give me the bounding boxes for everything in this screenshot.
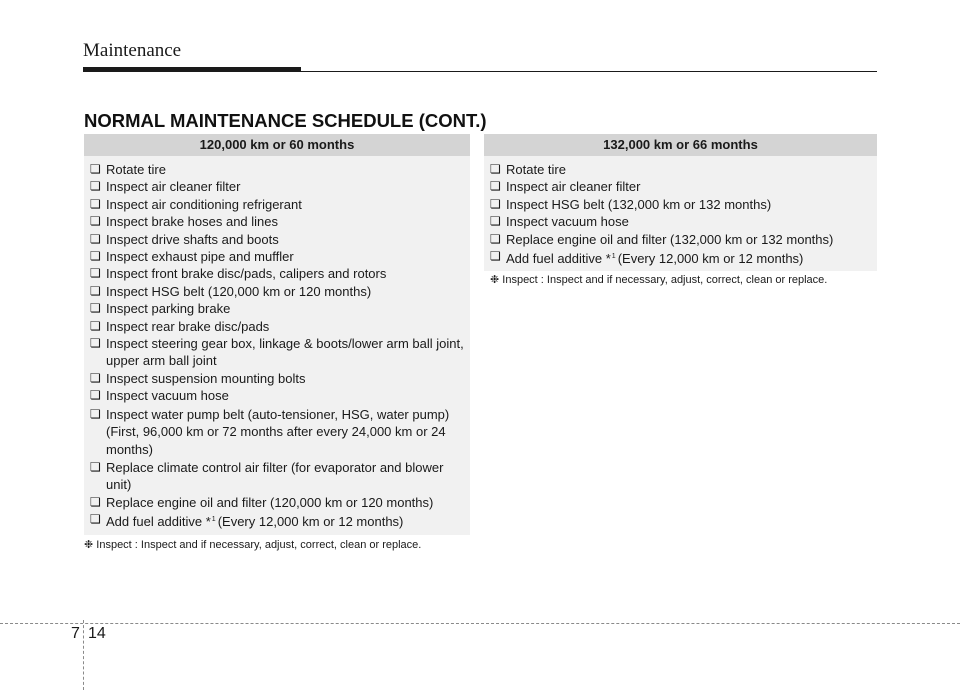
page-heading: NORMAL MAINTENANCE SCHEDULE (CONT.) <box>84 110 487 131</box>
task-label: Inspect brake hoses and lines <box>106 214 278 230</box>
task-item <box>90 335 464 370</box>
task-label: Inspect vacuum hose <box>106 388 229 404</box>
checkbox-icon: ❏ <box>90 249 101 264</box>
task-item <box>90 494 464 511</box>
checkbox-icon: ❏ <box>490 249 501 264</box>
task-item <box>90 178 464 195</box>
task-item <box>90 387 464 404</box>
table-header: 120,000 km or 60 months <box>84 134 470 156</box>
task-detail: (Every 12,000 km or 12 months) <box>617 251 804 267</box>
task-item <box>490 178 871 195</box>
task-item <box>90 248 464 265</box>
task-label: Inspect air cleaner filter <box>506 179 641 195</box>
task-label: Inspect exhaust pipe and muffler <box>106 249 294 265</box>
task-item <box>90 196 464 213</box>
task-item <box>90 300 464 317</box>
task-label: Inspect vacuum hose <box>506 214 629 230</box>
task-label: Inspect rear brake disc/pads <box>106 318 270 334</box>
task-item-fuel-additive <box>490 248 871 267</box>
header-rule-accent <box>83 67 301 72</box>
footnote-ref: 1 <box>611 253 616 261</box>
task-label: Inspect air cleaner filter <box>106 179 241 195</box>
task-item <box>90 265 464 282</box>
task-label: Inspect drive shafts and boots <box>106 231 279 247</box>
checkbox-icon: ❏ <box>90 179 101 194</box>
page-number: 14 <box>88 625 106 642</box>
task-label: Inspect parking brake <box>106 301 231 317</box>
task-item <box>90 213 464 230</box>
task-label: Rotate tire <box>106 162 166 177</box>
task-label: Inspect steering gear box, linkage & boots/lower arm ball joint, upper arm ball joint <box>106 336 464 369</box>
inspect-note: ❉ Inspect : Inspect and if necessary, adjust, correct, clean or replace. <box>84 539 422 551</box>
chapter-number: 7 <box>71 625 80 642</box>
task-label: Inspect suspension mounting bolts <box>106 370 306 386</box>
task-label: Add fuel additive * <box>506 251 611 267</box>
checkbox-icon: ❏ <box>90 162 101 176</box>
checkbox-icon: ❏ <box>90 388 101 403</box>
checkbox-icon: ❏ <box>90 459 101 474</box>
checkbox-icon: ❏ <box>90 283 101 298</box>
checkbox-icon: ❏ <box>490 179 501 194</box>
footnote-ref: 1 <box>211 516 216 524</box>
checkbox-icon: ❏ <box>90 406 101 421</box>
checkbox-icon: ❏ <box>90 214 101 229</box>
task-label: Inspect HSG belt (120,000 km or 120 months) <box>106 283 372 299</box>
task-detail: (Every 12,000 km or 12 months) <box>217 514 404 530</box>
task-label: Inspect front brake disc/pads, calipers and rotors <box>106 266 387 282</box>
task-label: Inspect air conditioning refrigerant <box>106 196 302 212</box>
checkbox-icon: ❏ <box>90 301 101 316</box>
footer-rule <box>0 623 960 624</box>
checkbox-icon: ❏ <box>90 231 101 246</box>
task-item-fuel-additive <box>90 511 464 530</box>
task-item <box>90 406 464 458</box>
section-title: Maintenance <box>83 40 182 61</box>
task-label: Rotate tire <box>506 162 566 177</box>
checkbox-icon: ❏ <box>90 336 101 351</box>
task-label: Replace engine oil and filter (120,000 km or 120 months) <box>106 494 434 510</box>
task-item <box>90 283 464 300</box>
task-item <box>490 231 871 248</box>
task-item <box>90 161 464 178</box>
checkbox-icon: ❏ <box>490 231 501 246</box>
checkbox-icon: ❏ <box>90 370 101 385</box>
footer-divider <box>83 620 84 690</box>
task-item <box>490 161 871 178</box>
checkbox-icon: ❏ <box>490 214 501 229</box>
task-item <box>90 231 464 248</box>
inspect-note: ❉ Inspect : Inspect and if necessary, adjust, correct, clean or replace. <box>490 274 828 286</box>
task-list <box>84 156 470 535</box>
task-label: Inspect HSG belt (132,000 km or 132 months) <box>506 196 772 212</box>
task-list <box>484 156 877 271</box>
schedule-table-132000km <box>484 134 877 271</box>
task-label: Replace engine oil and filter (132,000 km or 132 months) <box>506 231 834 247</box>
table-header: 132,000 km or 66 months <box>484 134 877 156</box>
task-item <box>90 370 464 387</box>
checkbox-icon: ❏ <box>90 512 101 527</box>
task-item <box>490 213 871 230</box>
task-label: Add fuel additive * <box>106 514 211 530</box>
checkbox-icon: ❏ <box>490 162 501 176</box>
task-label: Inspect water pump belt (auto-tensioner, HSG, water pump) (First, 96,000 km or 72 months after every 24,000 km or 24 months) <box>106 406 450 457</box>
checkbox-icon: ❏ <box>490 196 501 211</box>
task-item <box>490 196 871 213</box>
checkbox-icon: ❏ <box>90 318 101 333</box>
checkbox-icon: ❏ <box>90 494 101 509</box>
task-item <box>90 318 464 335</box>
task-label: Replace climate control air filter (for evaporator and blower unit) <box>106 459 444 493</box>
checkbox-icon: ❏ <box>90 196 101 211</box>
checkbox-icon: ❏ <box>90 266 101 281</box>
schedule-table-120000km <box>84 134 470 535</box>
task-item <box>90 459 464 494</box>
